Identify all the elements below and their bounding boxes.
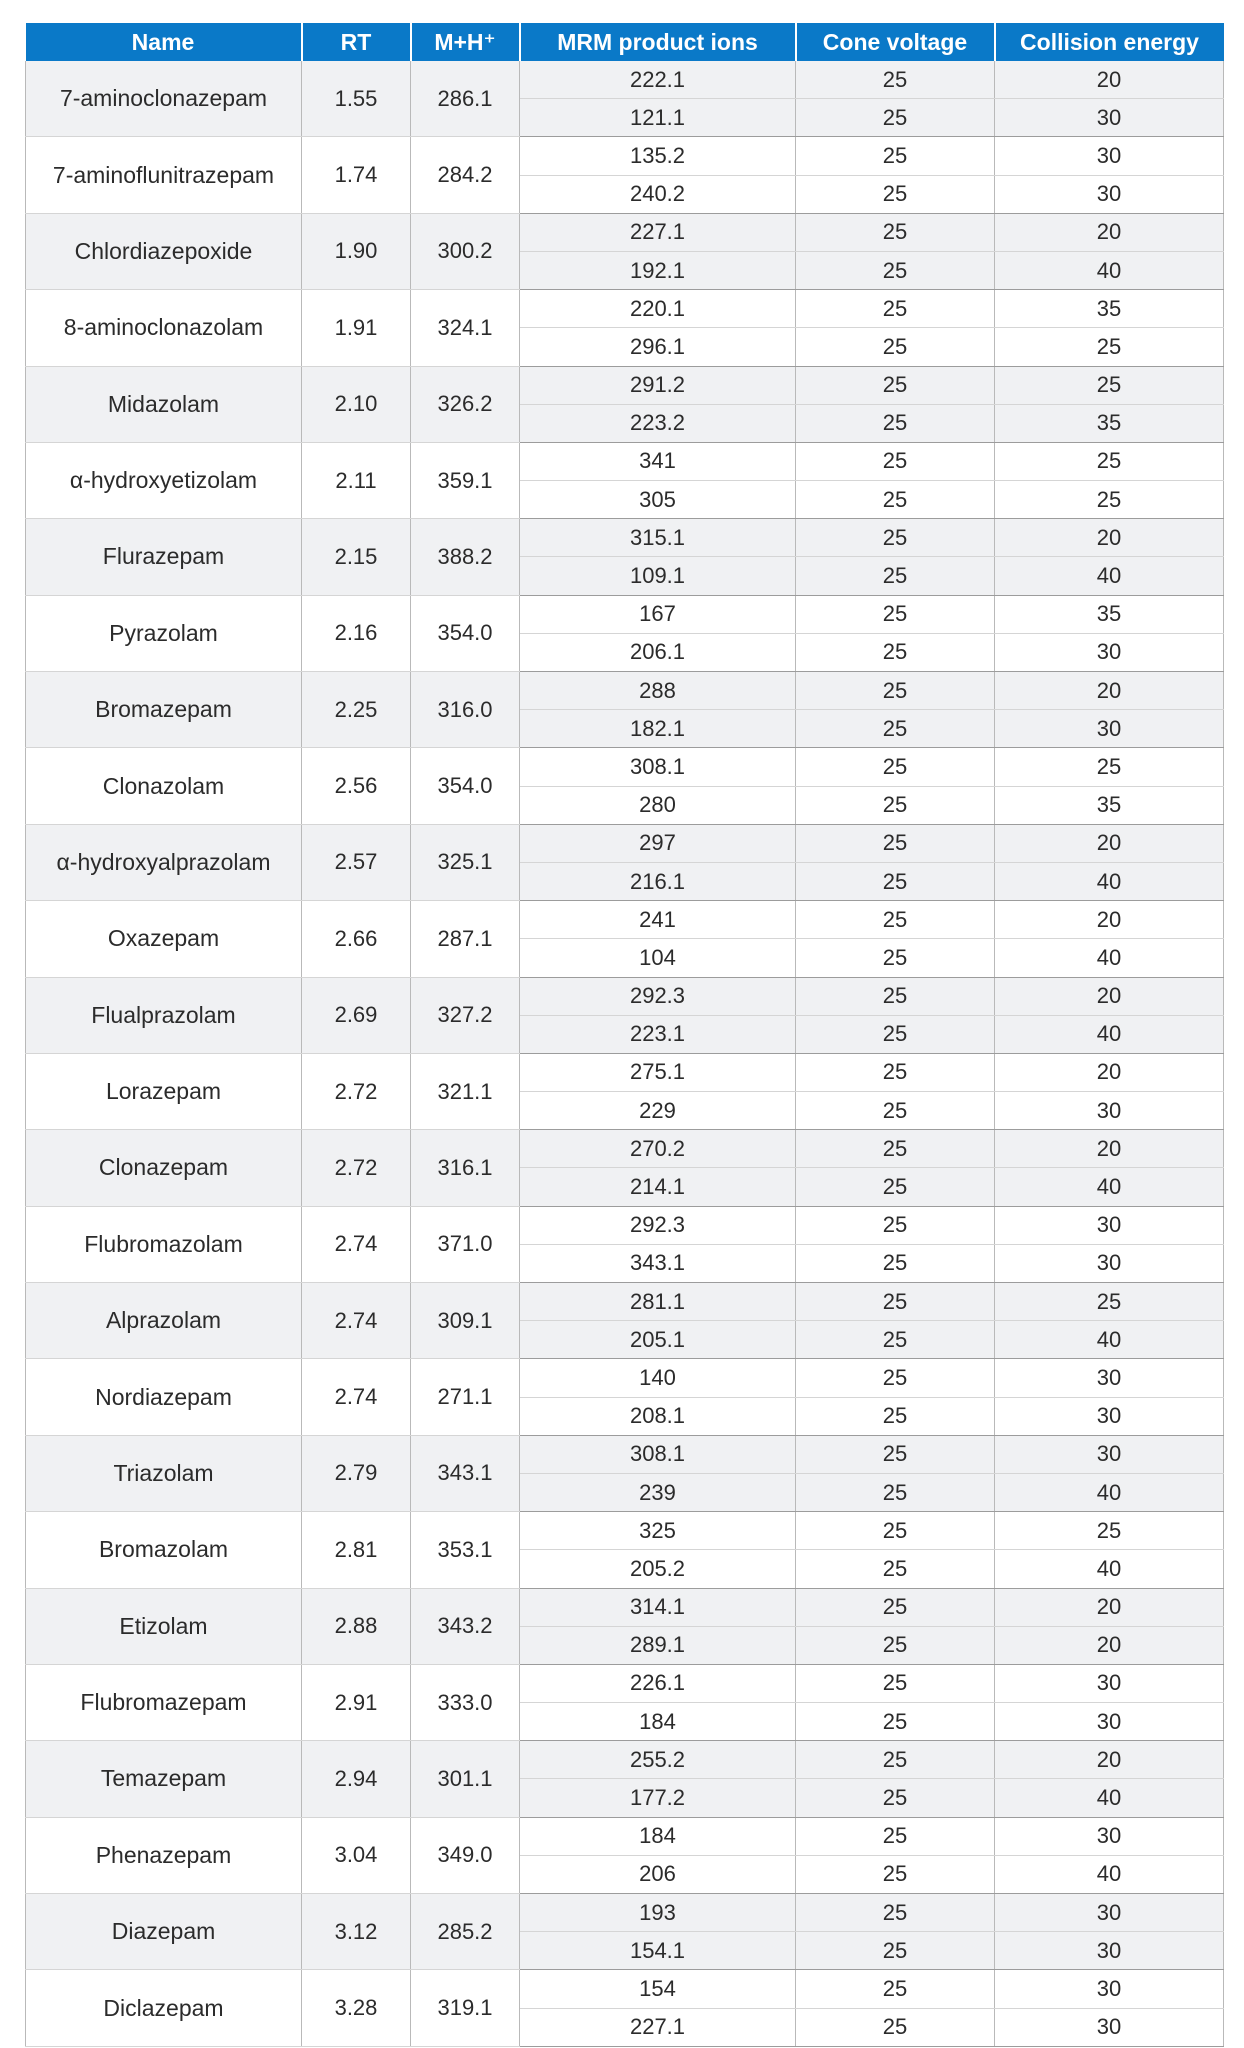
collision-energy-cell: 30: [995, 1664, 1224, 1702]
retention-time-cell: 2.57: [302, 824, 411, 900]
cone-voltage-cell: 25: [796, 786, 995, 824]
collision-energy-cell: 40: [995, 939, 1224, 977]
cone-voltage-cell: 25: [796, 1894, 995, 1932]
retention-time-cell: 1.90: [302, 213, 411, 289]
table-row: [26, 61, 1224, 99]
cone-voltage-cell: 25: [796, 99, 995, 137]
retention-time-cell: 2.16: [302, 595, 411, 671]
retention-time-cell: 2.91: [302, 1664, 411, 1740]
collision-energy-cell: 25: [995, 748, 1224, 786]
precursor-mass-cell: 319.1: [411, 1970, 520, 2046]
collision-energy-cell: 20: [995, 672, 1224, 710]
compound-name-cell: Nordiazepam: [26, 1359, 302, 1435]
cone-voltage-cell: 25: [796, 672, 995, 710]
table-row: [26, 1283, 1224, 1321]
product-ion-cell: 288: [520, 672, 796, 710]
product-ion-cell: 135.2: [520, 137, 796, 175]
product-ion-cell: 121.1: [520, 99, 796, 137]
cone-voltage-cell: 25: [796, 175, 995, 213]
product-ion-cell: 154.1: [520, 1932, 796, 1970]
precursor-mass-cell: 371.0: [411, 1206, 520, 1282]
retention-time-cell: 2.94: [302, 1741, 411, 1817]
precursor-mass-cell: 325.1: [411, 824, 520, 900]
product-ion-cell: 220.1: [520, 290, 796, 328]
product-ion-cell: 205.1: [520, 1321, 796, 1359]
compound-name-cell: Bromazepam: [26, 672, 302, 748]
cone-voltage-cell: 25: [796, 1053, 995, 1091]
retention-time-cell: 2.15: [302, 519, 411, 595]
collision-energy-cell: 40: [995, 1321, 1224, 1359]
table-row: [26, 519, 1224, 557]
cone-voltage-cell: 25: [796, 633, 995, 671]
product-ion-cell: 296.1: [520, 328, 796, 366]
product-ion-cell: 343.1: [520, 1244, 796, 1282]
compound-name-cell: Etizolam: [26, 1588, 302, 1664]
compound-name-cell: 8-aminoclonazolam: [26, 290, 302, 366]
precursor-mass-cell: 316.0: [411, 672, 520, 748]
compound-name-cell: Clonazepam: [26, 1130, 302, 1206]
table-row: [26, 977, 1224, 1015]
collision-energy-cell: 30: [995, 633, 1224, 671]
product-ion-cell: 291.2: [520, 366, 796, 404]
table-row: [26, 1588, 1224, 1626]
product-ion-cell: 167: [520, 595, 796, 633]
product-ion-cell: 240.2: [520, 175, 796, 213]
product-ion-cell: 270.2: [520, 1130, 796, 1168]
collision-energy-cell: 25: [995, 1512, 1224, 1550]
collision-energy-cell: 25: [995, 481, 1224, 519]
compound-name-cell: Triazolam: [26, 1435, 302, 1511]
compound-name-cell: 7-aminoclonazepam: [26, 61, 302, 137]
precursor-mass-cell: 324.1: [411, 290, 520, 366]
collision-energy-cell: 30: [995, 2008, 1224, 2046]
precursor-mass-cell: 326.2: [411, 366, 520, 442]
table-row: [26, 1130, 1224, 1168]
collision-energy-cell: 25: [995, 366, 1224, 404]
product-ion-cell: 289.1: [520, 1626, 796, 1664]
collision-energy-cell: 30: [995, 1435, 1224, 1473]
product-ion-cell: 206.1: [520, 633, 796, 671]
table-row: [26, 1817, 1224, 1855]
compound-name-cell: Flualprazolam: [26, 977, 302, 1053]
product-ion-cell: 281.1: [520, 1283, 796, 1321]
header-name: Name: [26, 23, 302, 61]
cone-voltage-cell: 25: [796, 1588, 995, 1626]
product-ion-cell: 140: [520, 1359, 796, 1397]
collision-energy-cell: 30: [995, 1932, 1224, 1970]
collision-energy-cell: 35: [995, 290, 1224, 328]
precursor-mass-cell: 271.1: [411, 1359, 520, 1435]
table-row: [26, 442, 1224, 480]
cone-voltage-cell: 25: [796, 901, 995, 939]
collision-energy-cell: 25: [995, 328, 1224, 366]
table-row: [26, 290, 1224, 328]
product-ion-cell: 308.1: [520, 748, 796, 786]
cone-voltage-cell: 25: [796, 1741, 995, 1779]
precursor-mass-cell: 300.2: [411, 213, 520, 289]
precursor-mass-cell: 327.2: [411, 977, 520, 1053]
cone-voltage-cell: 25: [796, 251, 995, 289]
precursor-mass-cell: 343.2: [411, 1588, 520, 1664]
product-ion-cell: 275.1: [520, 1053, 796, 1091]
product-ion-cell: 184: [520, 1817, 796, 1855]
cone-voltage-cell: 25: [796, 1206, 995, 1244]
cone-voltage-cell: 25: [796, 1664, 995, 1702]
cone-voltage-cell: 25: [796, 824, 995, 862]
product-ion-cell: 297: [520, 824, 796, 862]
header-rt: RT: [302, 23, 411, 61]
precursor-mass-cell: 284.2: [411, 137, 520, 213]
product-ion-cell: 227.1: [520, 2008, 796, 2046]
collision-energy-cell: 30: [995, 710, 1224, 748]
compound-name-cell: Clonazolam: [26, 748, 302, 824]
compound-name-cell: Temazepam: [26, 1741, 302, 1817]
collision-energy-cell: 40: [995, 1855, 1224, 1893]
cone-voltage-cell: 25: [796, 481, 995, 519]
precursor-mass-cell: 321.1: [411, 1053, 520, 1129]
product-ion-cell: 223.1: [520, 1015, 796, 1053]
compound-name-cell: Diazepam: [26, 1894, 302, 1970]
header-row: [26, 23, 1224, 61]
retention-time-cell: 2.69: [302, 977, 411, 1053]
table-row: [26, 137, 1224, 175]
compound-name-cell: α-hydroxyetizolam: [26, 442, 302, 518]
cone-voltage-cell: 25: [796, 595, 995, 633]
cone-voltage-cell: 25: [796, 290, 995, 328]
cone-voltage-cell: 25: [796, 404, 995, 442]
product-ion-cell: 104: [520, 939, 796, 977]
compound-name-cell: 7-aminoflunitrazepam: [26, 137, 302, 213]
collision-energy-cell: 20: [995, 1130, 1224, 1168]
retention-time-cell: 1.55: [302, 61, 411, 137]
cone-voltage-cell: 25: [796, 519, 995, 557]
cone-voltage-cell: 25: [796, 1397, 995, 1435]
cone-voltage-cell: 25: [796, 748, 995, 786]
collision-energy-cell: 35: [995, 786, 1224, 824]
precursor-mass-cell: 286.1: [411, 61, 520, 137]
cone-voltage-cell: 25: [796, 1473, 995, 1511]
product-ion-cell: 280: [520, 786, 796, 824]
compound-name-cell: Oxazepam: [26, 901, 302, 977]
product-ion-cell: 241: [520, 901, 796, 939]
table-row: [26, 672, 1224, 710]
cone-voltage-cell: 25: [796, 1092, 995, 1130]
retention-time-cell: 2.11: [302, 442, 411, 518]
retention-time-cell: 1.91: [302, 290, 411, 366]
cone-voltage-cell: 25: [796, 1359, 995, 1397]
retention-time-cell: 2.74: [302, 1206, 411, 1282]
cone-voltage-cell: 25: [796, 1015, 995, 1053]
collision-energy-cell: 40: [995, 557, 1224, 595]
collision-energy-cell: 30: [995, 1397, 1224, 1435]
product-ion-cell: 255.2: [520, 1741, 796, 1779]
cone-voltage-cell: 25: [796, 1855, 995, 1893]
product-ion-cell: 314.1: [520, 1588, 796, 1626]
product-ion-cell: 182.1: [520, 710, 796, 748]
collision-energy-cell: 40: [995, 1473, 1224, 1511]
retention-time-cell: 3.12: [302, 1894, 411, 1970]
product-ion-cell: 184: [520, 1703, 796, 1741]
retention-time-cell: 2.66: [302, 901, 411, 977]
product-ion-cell: 292.3: [520, 1206, 796, 1244]
compound-name-cell: Flurazepam: [26, 519, 302, 595]
product-ion-cell: 208.1: [520, 1397, 796, 1435]
retention-time-cell: 2.56: [302, 748, 411, 824]
retention-time-cell: 2.10: [302, 366, 411, 442]
retention-time-cell: 2.88: [302, 1588, 411, 1664]
cone-voltage-cell: 25: [796, 2008, 995, 2046]
table-header: [26, 23, 1224, 61]
cone-voltage-cell: 25: [796, 1130, 995, 1168]
table-row: [26, 1053, 1224, 1091]
collision-energy-cell: 30: [995, 1244, 1224, 1282]
collision-energy-cell: 30: [995, 1894, 1224, 1932]
precursor-mass-cell: 354.0: [411, 595, 520, 671]
precursor-mass-cell: 333.0: [411, 1664, 520, 1740]
product-ion-cell: 205.2: [520, 1550, 796, 1588]
collision-energy-cell: 20: [995, 1626, 1224, 1664]
cone-voltage-cell: 25: [796, 1970, 995, 2008]
cone-voltage-cell: 25: [796, 61, 995, 99]
table-row: [26, 824, 1224, 862]
compound-name-cell: Midazolam: [26, 366, 302, 442]
retention-time-cell: 3.28: [302, 1970, 411, 2046]
collision-energy-cell: 30: [995, 1092, 1224, 1130]
cone-voltage-cell: 25: [796, 1626, 995, 1664]
cone-voltage-cell: 25: [796, 1244, 995, 1282]
compound-name-cell: Phenazepam: [26, 1817, 302, 1893]
product-ion-cell: 227.1: [520, 213, 796, 251]
cone-voltage-cell: 25: [796, 213, 995, 251]
cone-voltage-cell: 25: [796, 328, 995, 366]
product-ion-cell: 223.2: [520, 404, 796, 442]
collision-energy-cell: 20: [995, 824, 1224, 862]
retention-time-cell: 2.25: [302, 672, 411, 748]
precursor-mass-cell: 309.1: [411, 1283, 520, 1359]
collision-energy-cell: 30: [995, 175, 1224, 213]
collision-energy-cell: 40: [995, 1168, 1224, 1206]
table-row: [26, 213, 1224, 251]
product-ion-cell: 193: [520, 1894, 796, 1932]
collision-energy-cell: 20: [995, 977, 1224, 1015]
precursor-mass-cell: 285.2: [411, 1894, 520, 1970]
cone-voltage-cell: 25: [796, 1512, 995, 1550]
product-ion-cell: 216.1: [520, 862, 796, 900]
product-ion-cell: 315.1: [520, 519, 796, 557]
compound-name-cell: Alprazolam: [26, 1283, 302, 1359]
table-row: [26, 901, 1224, 939]
cone-voltage-cell: 25: [796, 137, 995, 175]
cone-voltage-cell: 25: [796, 1168, 995, 1206]
collision-energy-cell: 30: [995, 1817, 1224, 1855]
cone-voltage-cell: 25: [796, 366, 995, 404]
cone-voltage-cell: 25: [796, 939, 995, 977]
collision-energy-cell: 40: [995, 862, 1224, 900]
collision-energy-cell: 30: [995, 1206, 1224, 1244]
precursor-mass-cell: 287.1: [411, 901, 520, 977]
collision-energy-cell: 30: [995, 1970, 1224, 2008]
cone-voltage-cell: 25: [796, 862, 995, 900]
product-ion-cell: 239: [520, 1473, 796, 1511]
product-ion-cell: 214.1: [520, 1168, 796, 1206]
product-ion-cell: 109.1: [520, 557, 796, 595]
compound-name-cell: Chlordiazepoxide: [26, 213, 302, 289]
collision-energy-cell: 20: [995, 213, 1224, 251]
product-ion-cell: 305: [520, 481, 796, 519]
collision-energy-cell: 20: [995, 901, 1224, 939]
retention-time-cell: 2.79: [302, 1435, 411, 1511]
precursor-mass-cell: 349.0: [411, 1817, 520, 1893]
collision-energy-cell: 20: [995, 519, 1224, 557]
product-ion-cell: 177.2: [520, 1779, 796, 1817]
product-ion-cell: 226.1: [520, 1664, 796, 1702]
collision-energy-cell: 30: [995, 137, 1224, 175]
cone-voltage-cell: 25: [796, 1703, 995, 1741]
cone-voltage-cell: 25: [796, 710, 995, 748]
header-mh: M+H⁺: [411, 23, 520, 61]
collision-energy-cell: 40: [995, 1550, 1224, 1588]
collision-energy-cell: 35: [995, 595, 1224, 633]
mrm-table-container: [25, 23, 1223, 2047]
precursor-mass-cell: 343.1: [411, 1435, 520, 1511]
collision-energy-cell: 40: [995, 1779, 1224, 1817]
compound-name-cell: Pyrazolam: [26, 595, 302, 671]
table-row: [26, 1359, 1224, 1397]
collision-energy-cell: 25: [995, 442, 1224, 480]
cone-voltage-cell: 25: [796, 1435, 995, 1473]
collision-energy-cell: 40: [995, 251, 1224, 289]
product-ion-cell: 154: [520, 1970, 796, 2008]
cone-voltage-cell: 25: [796, 1283, 995, 1321]
precursor-mass-cell: 316.1: [411, 1130, 520, 1206]
cone-voltage-cell: 25: [796, 977, 995, 1015]
table-row: [26, 1206, 1224, 1244]
collision-energy-cell: 20: [995, 1588, 1224, 1626]
retention-time-cell: 2.74: [302, 1283, 411, 1359]
compound-name-cell: Bromazolam: [26, 1512, 302, 1588]
cone-voltage-cell: 25: [796, 1550, 995, 1588]
table-row: [26, 1512, 1224, 1550]
compound-name-cell: α-hydroxyalprazolam: [26, 824, 302, 900]
retention-time-cell: 2.74: [302, 1359, 411, 1435]
table-row: [26, 366, 1224, 404]
product-ion-cell: 308.1: [520, 1435, 796, 1473]
product-ion-cell: 292.3: [520, 977, 796, 1015]
collision-energy-cell: 40: [995, 1015, 1224, 1053]
compound-name-cell: Diclazepam: [26, 1970, 302, 2046]
collision-energy-cell: 30: [995, 99, 1224, 137]
table-row: [26, 1741, 1224, 1779]
table-row: [26, 1894, 1224, 1932]
collision-energy-cell: 20: [995, 61, 1224, 99]
collision-energy-cell: 35: [995, 404, 1224, 442]
compound-name-cell: Flubromazolam: [26, 1206, 302, 1282]
cone-voltage-cell: 25: [796, 557, 995, 595]
product-ion-cell: 229: [520, 1092, 796, 1130]
precursor-mass-cell: 354.0: [411, 748, 520, 824]
product-ion-cell: 341: [520, 442, 796, 480]
retention-time-cell: 2.81: [302, 1512, 411, 1588]
precursor-mass-cell: 359.1: [411, 442, 520, 518]
header-mrm-product-ions: MRM product ions: [520, 23, 796, 61]
retention-time-cell: 3.04: [302, 1817, 411, 1893]
product-ion-cell: 206: [520, 1855, 796, 1893]
table-row: [26, 748, 1224, 786]
collision-energy-cell: 25: [995, 1283, 1224, 1321]
cone-voltage-cell: 25: [796, 1817, 995, 1855]
collision-energy-cell: 30: [995, 1359, 1224, 1397]
cone-voltage-cell: 25: [796, 1321, 995, 1359]
product-ion-cell: 192.1: [520, 251, 796, 289]
collision-energy-cell: 30: [995, 1703, 1224, 1741]
compound-name-cell: Lorazepam: [26, 1053, 302, 1129]
mrm-parameters-table: [25, 23, 1224, 2047]
collision-energy-cell: 20: [995, 1741, 1224, 1779]
header-cone-voltage: Cone voltage: [796, 23, 995, 61]
product-ion-cell: 222.1: [520, 61, 796, 99]
retention-time-cell: 2.72: [302, 1053, 411, 1129]
cone-voltage-cell: 25: [796, 1779, 995, 1817]
table-row: [26, 595, 1224, 633]
header-collision-energy: Collision energy: [995, 23, 1224, 61]
compound-name-cell: Flubromazepam: [26, 1664, 302, 1740]
precursor-mass-cell: 388.2: [411, 519, 520, 595]
collision-energy-cell: 20: [995, 1053, 1224, 1091]
table-body: [26, 61, 1224, 2046]
retention-time-cell: 1.74: [302, 137, 411, 213]
precursor-mass-cell: 301.1: [411, 1741, 520, 1817]
cone-voltage-cell: 25: [796, 1932, 995, 1970]
precursor-mass-cell: 353.1: [411, 1512, 520, 1588]
table-row: [26, 1664, 1224, 1702]
table-row: [26, 1970, 1224, 2008]
retention-time-cell: 2.72: [302, 1130, 411, 1206]
product-ion-cell: 325: [520, 1512, 796, 1550]
table-row: [26, 1435, 1224, 1473]
cone-voltage-cell: 25: [796, 442, 995, 480]
